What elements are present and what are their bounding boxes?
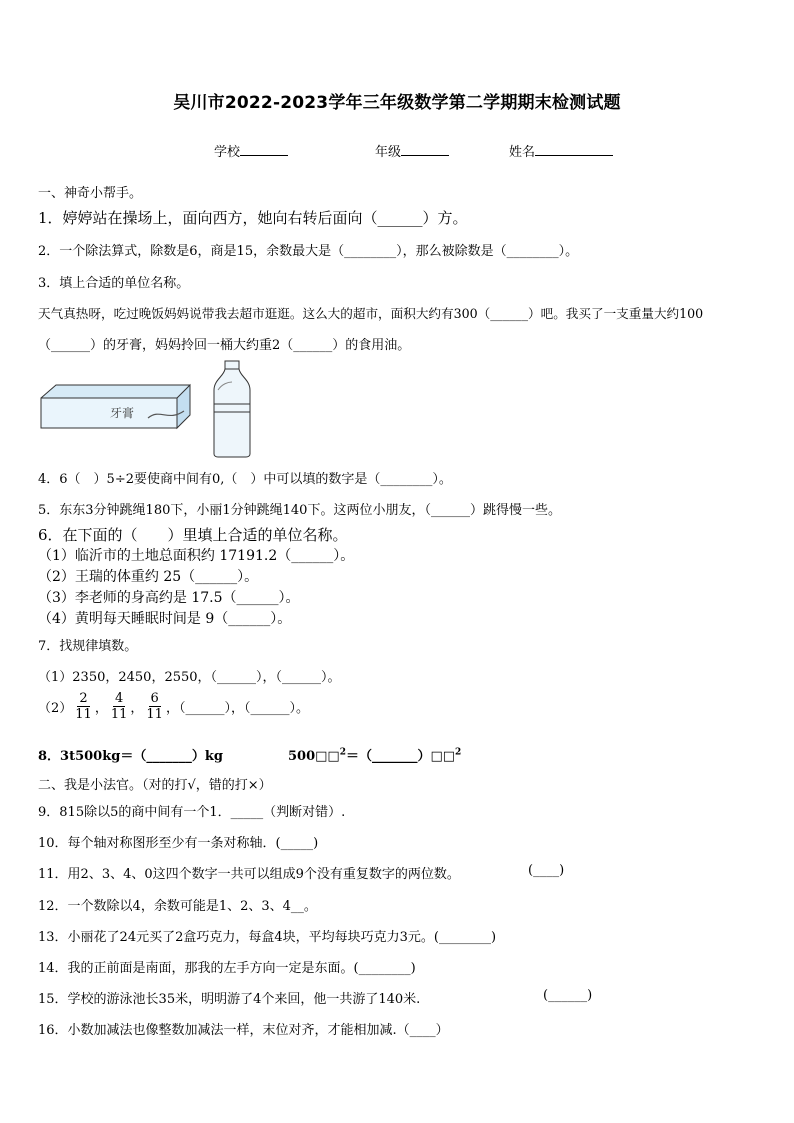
question-7-1: （1）2350，2450，2550，（______），（______）。 <box>38 670 341 685</box>
question-8-right: 500□□$^2$＝（_______）□□$^2$ <box>288 747 462 764</box>
school-blank <box>240 143 288 156</box>
toothpaste-label: 牙膏 <box>110 406 135 420</box>
question-14: 14．我的正前面是南面，那我的左手方向一定是东面。(________) <box>38 961 416 976</box>
fraction: $\frac{6}{11}$ <box>146 691 163 722</box>
section2-heading: 二、我是小法官。（对的打√，错的打×） <box>38 778 272 793</box>
page-title: 吴川市2022-2023学年三年级数学第二学期期末检测试题 <box>173 93 621 113</box>
question-3-title: 3．填上合适的单位名称。 <box>38 276 190 291</box>
question-15: 15．学校的游泳池长35米，明明游了4个来回，他一共游了140米. <box>38 992 421 1007</box>
question-6-item: （1）临沂市的土地总面积约 17191.2（______）。 <box>38 548 355 564</box>
name-field <box>509 141 613 160</box>
question-10: 10．每个轴对称图形至少有一条对称轴．(_____) <box>38 836 319 851</box>
question-5: 5．东东3分钟跳绳180下，小丽1分钟跳绳140下。这两位小朋友，（______）跳得慢一些。 <box>38 503 561 518</box>
section1-heading: 一、神奇小帮手。 <box>38 186 143 201</box>
question-15-blank: (______) <box>543 988 593 1003</box>
name-label: 姓名 <box>509 145 536 160</box>
question-4: 4．6（ ）5÷2要使商中间有0,（ ）中可以填的数字是（________）。 <box>38 472 452 487</box>
question-6-title: 6．在下面的（ ）里填上合适的单位名称。 <box>38 526 348 544</box>
question-7-2-prefix: （2） <box>38 701 73 716</box>
grade-field <box>375 141 449 160</box>
question-12: 12．一个数除以4，余数可能是1、2、3、4__。 <box>38 899 317 914</box>
question-6-item: （2）王瑞的体重约 25（______）。 <box>38 569 259 585</box>
question-11: 11．用2、3、4、0这四个数字一共可以组成9个没有重复数字的两位数。 <box>38 867 460 882</box>
school-field <box>214 141 288 160</box>
toothpaste-image <box>38 382 194 432</box>
school-label: 学校 <box>214 145 241 160</box>
question-2: 2．一个除法算式，除数是6，商是15，余数最大是（________），那么被除数是（________）。 <box>38 244 579 259</box>
question-1: 1．婷婷站在操场上，面向西方，她向右转后面向（______）方。 <box>38 209 468 227</box>
fraction: $\frac{2}{11}$ <box>75 691 92 722</box>
question-3-line1: 天气真热呀，吃过晚饭妈妈说带我去超市逛逛。这么大的超市，面积大约有300（______）吧。我买了一支重量大约100 <box>38 306 704 321</box>
question-13: 13．小丽花了24元买了2盒巧克力，每盒4块，平均每块巧克力3元。(________) <box>38 930 497 945</box>
question-6-item: （3）李老师的身高约是 17.5（______）。 <box>38 590 300 606</box>
question-8-left: 8．3t500kg＝（_______）kg <box>38 749 223 764</box>
fraction: $\frac{4}{11}$ <box>110 691 128 722</box>
grade-label: 年级 <box>375 145 402 160</box>
question-16: 16．小数加减法也像整数加减法一样，末位对齐，才能相加减.（____） <box>38 1023 449 1038</box>
name-blank <box>535 143 613 156</box>
oil-bottle-image <box>210 360 254 458</box>
question-7-2-suffix: ，（______），（______）。 <box>165 701 309 716</box>
question-6-item: （4）黄明每天睡眠时间是 9（______）。 <box>38 611 292 627</box>
grade-blank <box>401 143 449 156</box>
question-7-2: （2） $\frac{2}{11}$ ， $\frac{4}{11}$ ， $\frac{6}{11}$ ，（______），（______）。 <box>38 691 309 722</box>
question-3-line2: （______）的牙膏，妈妈拎回一桶大约重2（______）的食用油。 <box>38 338 411 353</box>
question-11-blank: (____) <box>528 863 565 878</box>
question-7-title: 7．找规律填数。 <box>38 639 138 654</box>
question-9: 9．815除以5的商中间有一个1．_____（判断对错）. <box>38 805 346 820</box>
